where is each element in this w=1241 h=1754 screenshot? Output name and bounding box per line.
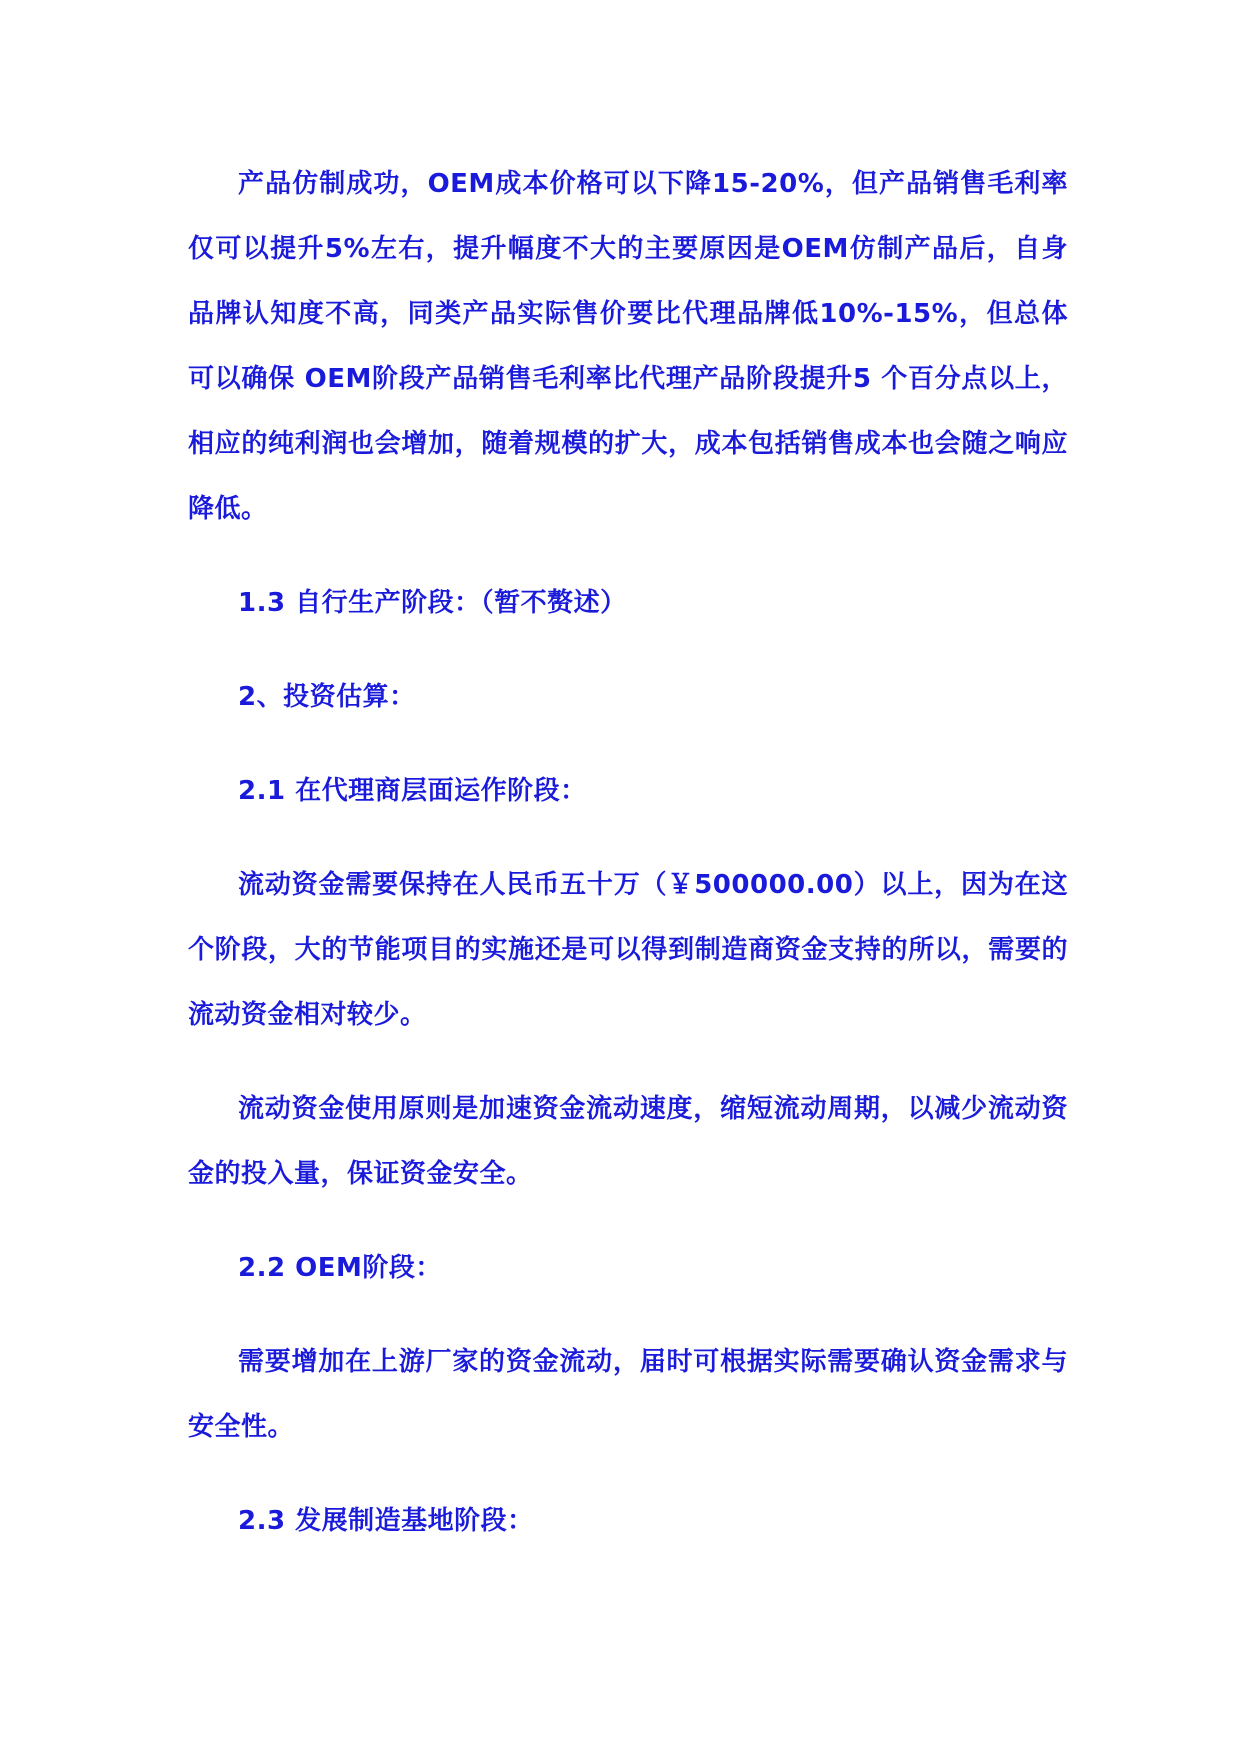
heading-investment-estimate: 2、投资估算： <box>238 682 416 712</box>
paragraph-oem-cost: 产品仿制成功，OEM成本价格可以下降15-20%，但产品销售毛利率仅可以提升5%左右，提升幅度不大的主要原因是OEM仿制产品后，自身品牌认知度不高，同类产品实际售价要比代理品牌低10%-15%，但总体可以确保 OEM阶段产品销售毛利率比代理产品阶段提升5 个百分点以上，相应的纯利润也会增加，随着规模的扩大，成本包括销售成本也会随之响应降低。 <box>188 169 1068 524</box>
paragraph-working-capital: 流动资金需要保持在人民币五十万（￥500000.00）以上，因为在这个阶段，大的节能项目的实施还是可以得到制造商资金支持的所以，需要的流动资金相对较少。 <box>188 870 1068 1030</box>
heading-oem-stage: 2.2 OEM阶段： <box>238 1253 442 1283</box>
document-body <box>188 152 1068 1554</box>
heading-manufacturing-base: 2.3 发展制造基地阶段： <box>238 1506 534 1536</box>
heading-agent-stage: 2.1 在代理商层面运作阶段： <box>238 776 587 806</box>
paragraph-capital-principle: 流动资金使用原则是加速资金流动速度，缩短流动周期，以减少流动资金的投入量，保证资金安全。 <box>188 1094 1068 1189</box>
paragraph-upstream-capital: 需要增加在上游厂家的资金流动，届时可根据实际需要确认资金需求与安全性。 <box>188 1347 1068 1442</box>
heading-self-production: 1.3 自行生产阶段：（暂不赘述） <box>238 588 627 618</box>
